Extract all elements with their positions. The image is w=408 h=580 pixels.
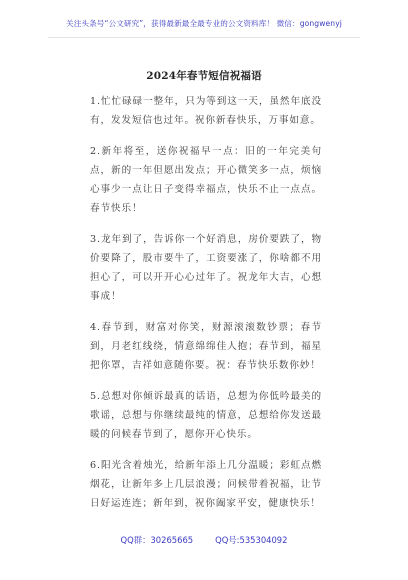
qq-group-label: QQ群：	[120, 535, 151, 545]
document-body	[90, 92, 322, 525]
paragraph-1: 1.忙忙碌碌一整年，只为等到这一天，虽然年底没有，发发短信也过年。祝你新春快乐，万事如意。	[90, 96, 322, 126]
qq-number-label: QQ号:	[215, 535, 240, 545]
document-title: 2024年春节短信祝福语	[146, 70, 262, 82]
paragraph-6: 6.阳光含着烛光，给新年添上几分温暖；彩虹点燃烟花，让新年多上几层浪漫；问候带着祝福，让节日好运连连；新年到，祝你阖家平安，健康快乐！	[90, 460, 322, 509]
paragraph-4: 4.春节到，财富对你笑，财源滚滚数钞票；春节到，月老红线绕，情意绵绵佳人抱；春节到，福星把你罩，吉祥如意随你要。祝：春节快乐数你妙！	[90, 322, 322, 371]
qq-group-number: 30265665	[150, 535, 194, 545]
footer-contact	[0, 534, 408, 546]
header-divider	[48, 37, 360, 38]
qq-number-value: 535304092	[239, 535, 288, 545]
paragraph-2: 2.新年将至，送你祝福早一点：旧的一年完美句点，新的一年但愿出发点；开心微笑多一点，烦恼心事少一点让日子变得幸福点，快乐不止一点点。春节快乐！	[90, 146, 322, 214]
header-banner: 关注头条号“公文研究”，获得最新最全最专业的公文资料库！ 微信：gongwenyj	[66, 19, 342, 28]
paragraph-3: 3.龙年到了，告诉你一个好消息，房价要跌了，物价要降了，股市要牛了，工资要涨了，你啥都不用担心了，可以开开心心过年了。祝龙年大吉，心想事成！	[90, 234, 322, 302]
paragraph-5: 5.总想对你倾诉最真的话语，总想为你低吟最美的歌谣，总想与你继续最纯的情意，总想给你发送最暖的问候春节到了，愿你开心快乐。	[90, 391, 322, 440]
